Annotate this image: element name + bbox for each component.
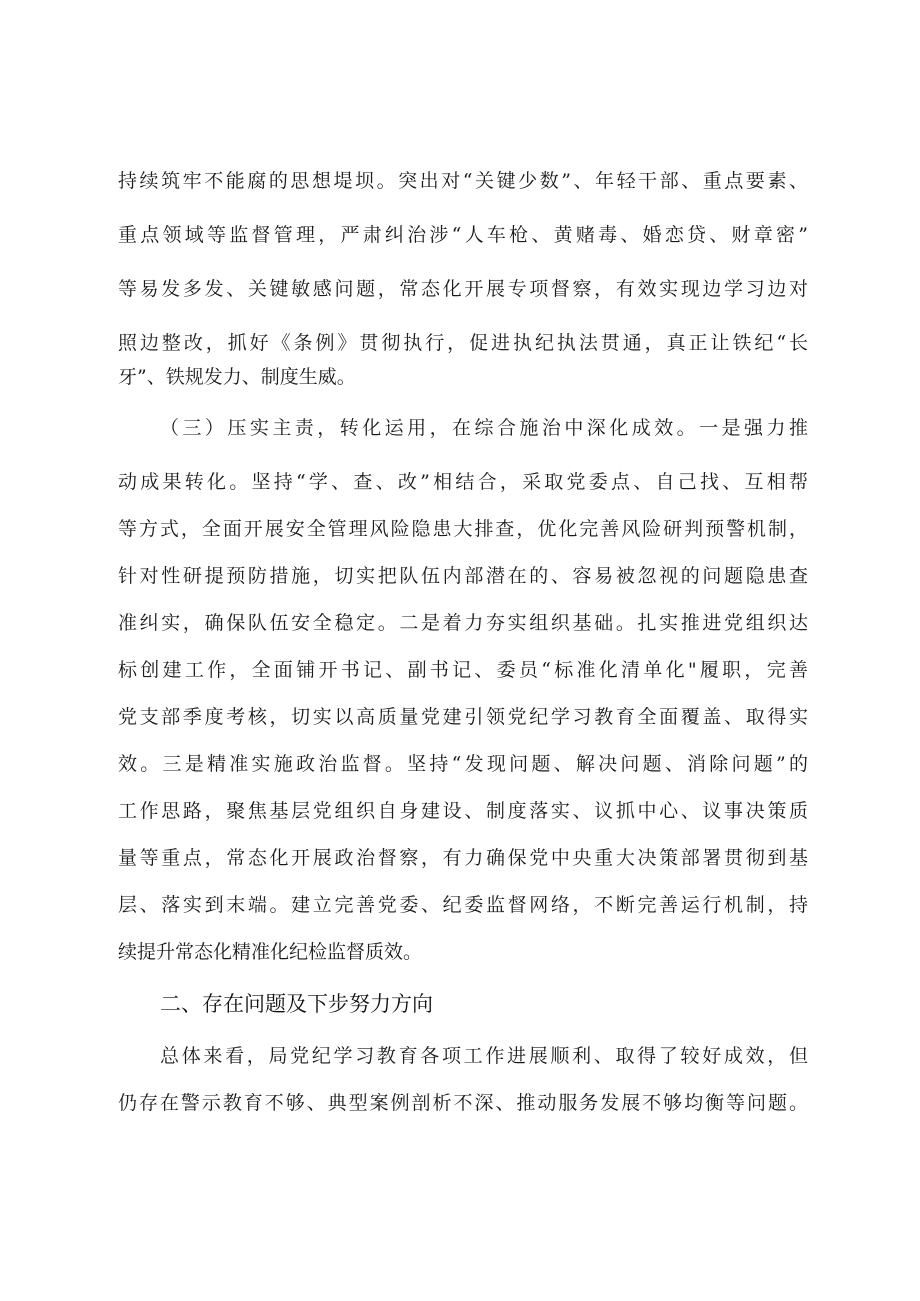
text-line: 针对性研提预防措施，切实把队伍内部潜在的、容易被忽视的问题隐患查	[118, 565, 808, 587]
text-line: 党支部季度考核，切实以高质量党建引领党纪学习教育全面覆盖、取得实	[118, 706, 808, 728]
text-line: 标创建工作，全面铺开书记、副书记、委员“标准化清单化"履职，完善	[118, 659, 808, 681]
text-line: 持续筑牢不能腐的思想堤坝。突出对“关键少数”、年轻干部、重点要素、	[118, 170, 808, 192]
text-line: 效。三是精准实施政治监督。坚持“发现问题、解决问题、消除问题”的	[118, 753, 808, 775]
text-line: 动成果转化。坚持“学、查、改”相结合，采取党委点、自己找、互相帮	[118, 471, 808, 493]
text-line-indented: （三）压实主责，转化运用，在综合施治中深化成效。一是强力推	[160, 417, 808, 439]
text-line: 重点领域等监督管理，严肃纠治涉“人车枪、黄赌毒、婚恋贷、财章密”	[118, 224, 808, 246]
text-line: 工作思路，聚焦基层党组织自身建设、制度落实、议抓中心、议事决策质	[118, 800, 808, 822]
text-line: 续提升常态化精准化纪检监督质效。	[118, 941, 423, 963]
text-line-indented: 总体来看，局党纪学习教育各项工作进展顺利、取得了较好成效，但	[160, 1045, 808, 1067]
text-line: 层、落实到末端。建立完善党委、纪委监督网络，不断完善运行机制，持	[118, 894, 808, 916]
text-line: 照边整改，抓好《条例》贯彻执行，促进执纪执法贯通，真正让铁纪“长	[118, 332, 808, 354]
text-line: 牙”、铁规发力、制度生威。	[118, 366, 356, 388]
text-line: 等方式，全面开展安全管理风险隐患大排查，优化完善风险研判预警机制，	[118, 518, 808, 540]
text-line: 准纠实，确保队伍安全稳定。二是着力夯实组织基础。扎实推进党组织达	[118, 612, 808, 634]
text-line: 仍存在警示教育不够、典型案例剖析不深、推动服务发展不够均衡等问题。	[118, 1092, 808, 1114]
text-line: 量等重点，常态化开展政治督察，有力确保党中央重大决策部署贯彻到基	[118, 847, 808, 869]
text-line: 等易发多发、关键敏感问题，常态化开展专项督察，有效实现边学习边对	[118, 278, 808, 300]
section-heading: 二、存在问题及下步努力方向	[160, 992, 433, 1016]
